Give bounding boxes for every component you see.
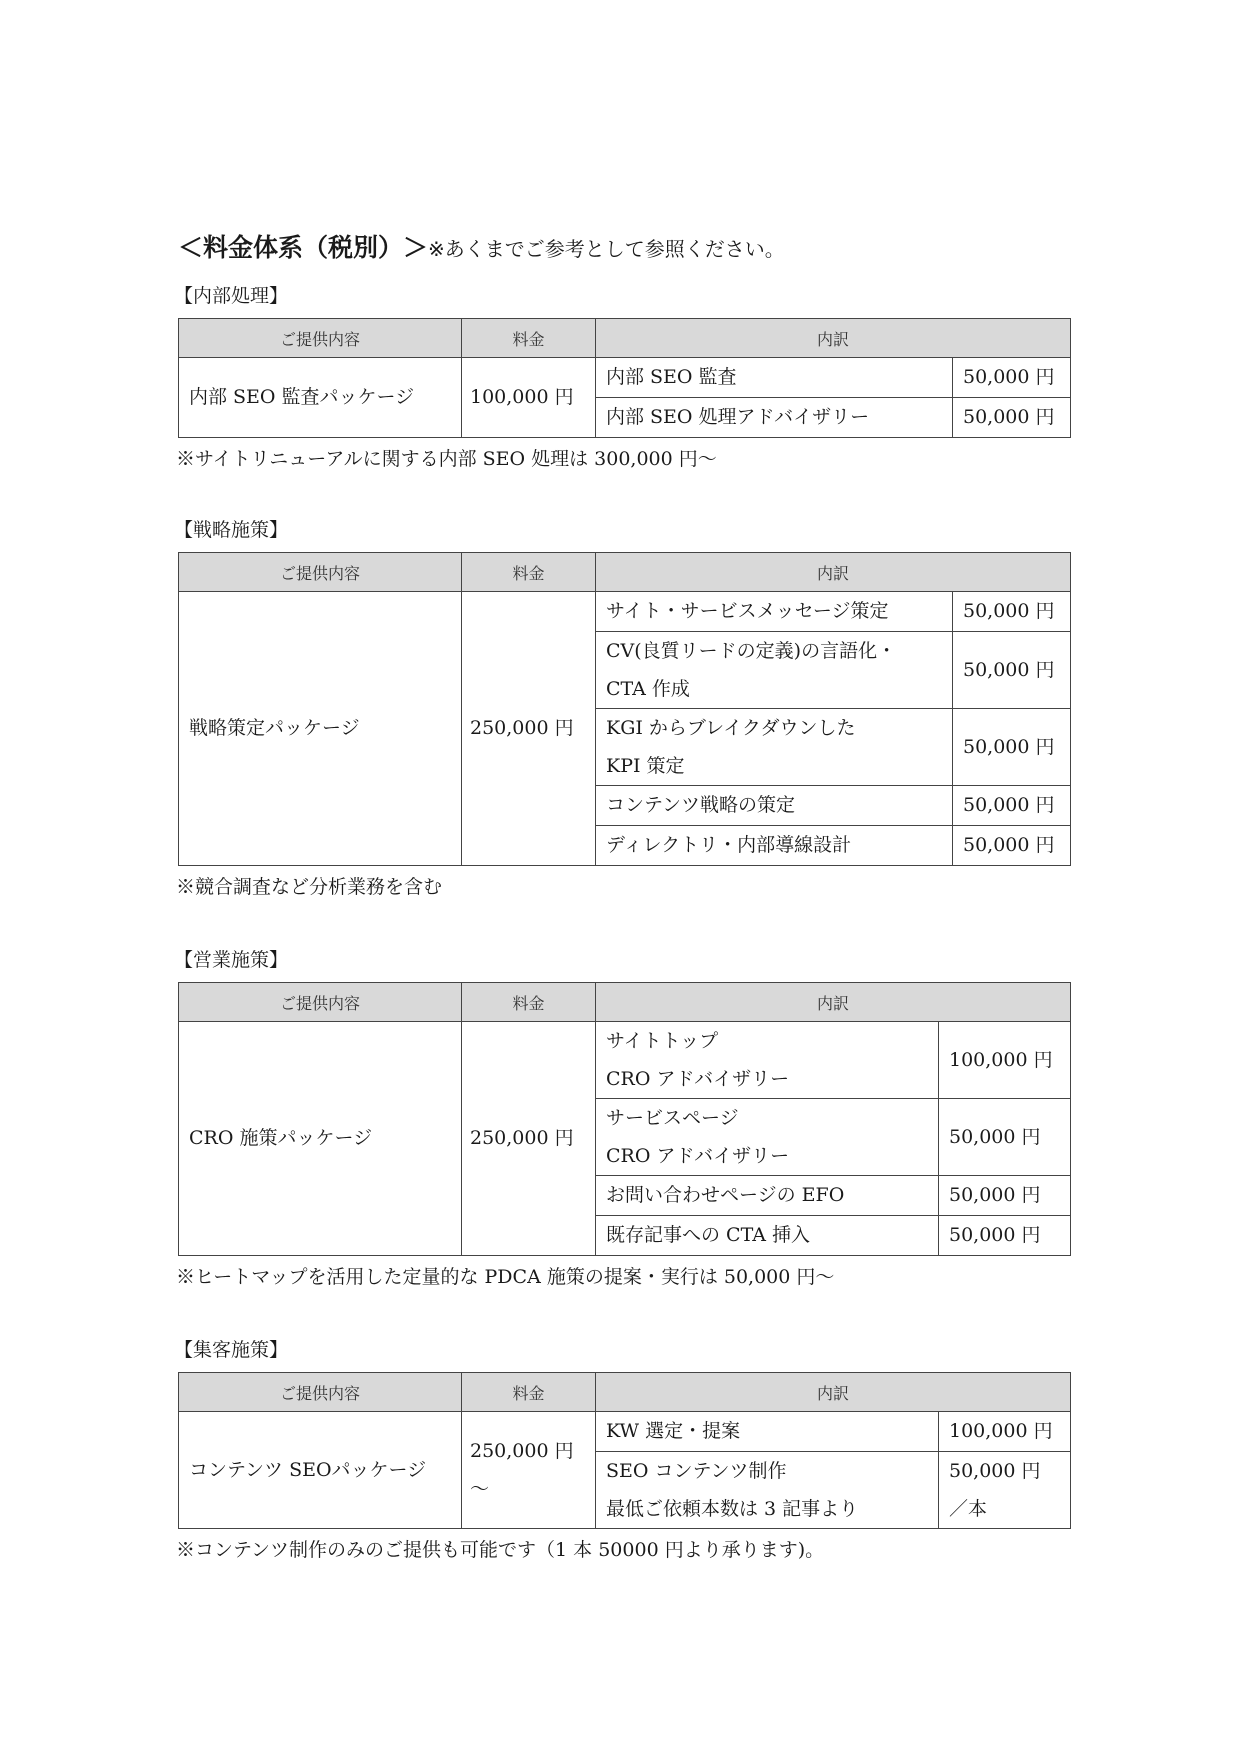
item-label: ディレクトリ・内部導線設計 (596, 826, 953, 866)
pricing-table (178, 552, 1071, 866)
header-breakdown: 内訳 (596, 983, 1071, 1022)
item-price: 50,000 円 (939, 1099, 1071, 1176)
section-sales (174, 946, 1070, 1289)
item-label: 内部 SEO 処理アドバイザリー (596, 398, 953, 438)
item-label-line: CTA 作成 (606, 678, 690, 700)
pricing-title-note: ※あくまでご参考として参照ください。 (428, 237, 785, 261)
table-header-row (179, 553, 1071, 592)
item-price-line: 50,000 円 (949, 1460, 1041, 1482)
service-price: 100,000 円 (462, 358, 596, 438)
item-label-line: 最低ご依頼本数は 3 記事より (606, 1498, 859, 1520)
header-price: 料金 (462, 319, 596, 358)
pricing-table (178, 982, 1071, 1256)
item-label: KW 選定・提案 (596, 1412, 939, 1452)
section-heading: 【集客施策】 (174, 1339, 289, 1361)
service-name: コンテンツ SEOパッケージ (179, 1412, 462, 1529)
table-row (179, 1022, 1071, 1099)
item-price: 100,000 円 (939, 1022, 1071, 1099)
service-name: 内部 SEO 監査パッケージ (179, 358, 462, 438)
service-name: 戦略策定パッケージ (179, 592, 462, 866)
pricing-table (178, 318, 1071, 438)
item-label: 内部 SEO 監査 (596, 358, 953, 398)
header-price: 料金 (462, 983, 596, 1022)
item-price: 50,000 円 (953, 826, 1071, 866)
item-label-line: KPI 策定 (606, 755, 685, 777)
header-service: ご提供内容 (179, 319, 462, 358)
item-label-line: CRO アドバイザリー (606, 1068, 790, 1090)
item-price: 50,000 円 (953, 709, 1071, 786)
section-internal (174, 282, 1070, 471)
section-heading: 【内部処理】 (174, 285, 289, 307)
section-note: ※ヒートマップを活用した定量的な PDCA 施策の提案・実行は 50,000 円～ (176, 1266, 835, 1288)
item-label (596, 1022, 939, 1099)
item-label (596, 1099, 939, 1176)
item-label-line: SEO コンテンツ制作 (606, 1460, 787, 1482)
section-acquisition (174, 1336, 1070, 1562)
section-note: ※コンテンツ制作のみのご提供も可能です（1 本 50000 円より承ります)。 (176, 1539, 825, 1561)
section-heading: 【営業施策】 (174, 949, 289, 971)
item-price: 50,000 円 (953, 592, 1071, 632)
item-price: 50,000 円 (953, 398, 1071, 438)
table-row (179, 1412, 1071, 1452)
table-row (179, 592, 1071, 632)
page-title (178, 228, 785, 264)
table-row (179, 358, 1071, 398)
item-label-line: CRO アドバイザリー (606, 1145, 790, 1167)
item-label-line: KGI からブレイクダウンした (606, 717, 856, 739)
item-price: 50,000 円 (953, 358, 1071, 398)
service-price: 250,000 円 (462, 592, 596, 866)
section-heading: 【戦略施策】 (174, 519, 289, 541)
item-price: 50,000 円 (953, 632, 1071, 709)
header-service: ご提供内容 (179, 1373, 462, 1412)
header-price: 料金 (462, 553, 596, 592)
item-label: サイト・サービスメッセージ策定 (596, 592, 953, 632)
table-header-row (179, 1373, 1071, 1412)
item-price: 50,000 円 (953, 786, 1071, 826)
item-price: 50,000 円 (939, 1216, 1071, 1256)
pricing-title: ＜料金体系（税別）＞ (178, 233, 429, 262)
header-breakdown: 内訳 (596, 319, 1071, 358)
item-label (596, 709, 953, 786)
header-breakdown: 内訳 (596, 1373, 1071, 1412)
item-label: お問い合わせページの EFO (596, 1176, 939, 1216)
table-header-row (179, 983, 1071, 1022)
item-price: 50,000 円 (939, 1176, 1071, 1216)
pricing-table (178, 1372, 1071, 1529)
section-note: ※競合調査など分析業務を含む (176, 876, 443, 898)
header-service: ご提供内容 (179, 983, 462, 1022)
item-label-line: CV(良質リードの定義)の言語化・ (606, 640, 897, 662)
item-label: コンテンツ戦略の策定 (596, 786, 953, 826)
item-price-line: ／本 (949, 1498, 988, 1520)
service-price-line: 250,000 円 (470, 1440, 574, 1462)
table-header-row (179, 319, 1071, 358)
section-strategy (174, 516, 1070, 899)
header-service: ご提供内容 (179, 553, 462, 592)
service-price: 250,000 円 (462, 1022, 596, 1256)
section-note: ※サイトリニューアルに関する内部 SEO 処理は 300,000 円～ (176, 448, 717, 470)
item-label-line: サービスページ (606, 1107, 739, 1129)
service-name: CRO 施策パッケージ (179, 1022, 462, 1256)
service-price (462, 1412, 596, 1529)
header-breakdown: 内訳 (596, 553, 1071, 592)
item-label (596, 632, 953, 709)
item-label (596, 1452, 939, 1529)
header-price: 料金 (462, 1373, 596, 1412)
item-price (939, 1452, 1071, 1529)
item-label-line: サイトトップ (606, 1030, 719, 1052)
item-price: 100,000 円 (939, 1412, 1071, 1452)
item-label: 既存記事への CTA 挿入 (596, 1216, 939, 1256)
service-price-line: ～ (470, 1478, 490, 1500)
